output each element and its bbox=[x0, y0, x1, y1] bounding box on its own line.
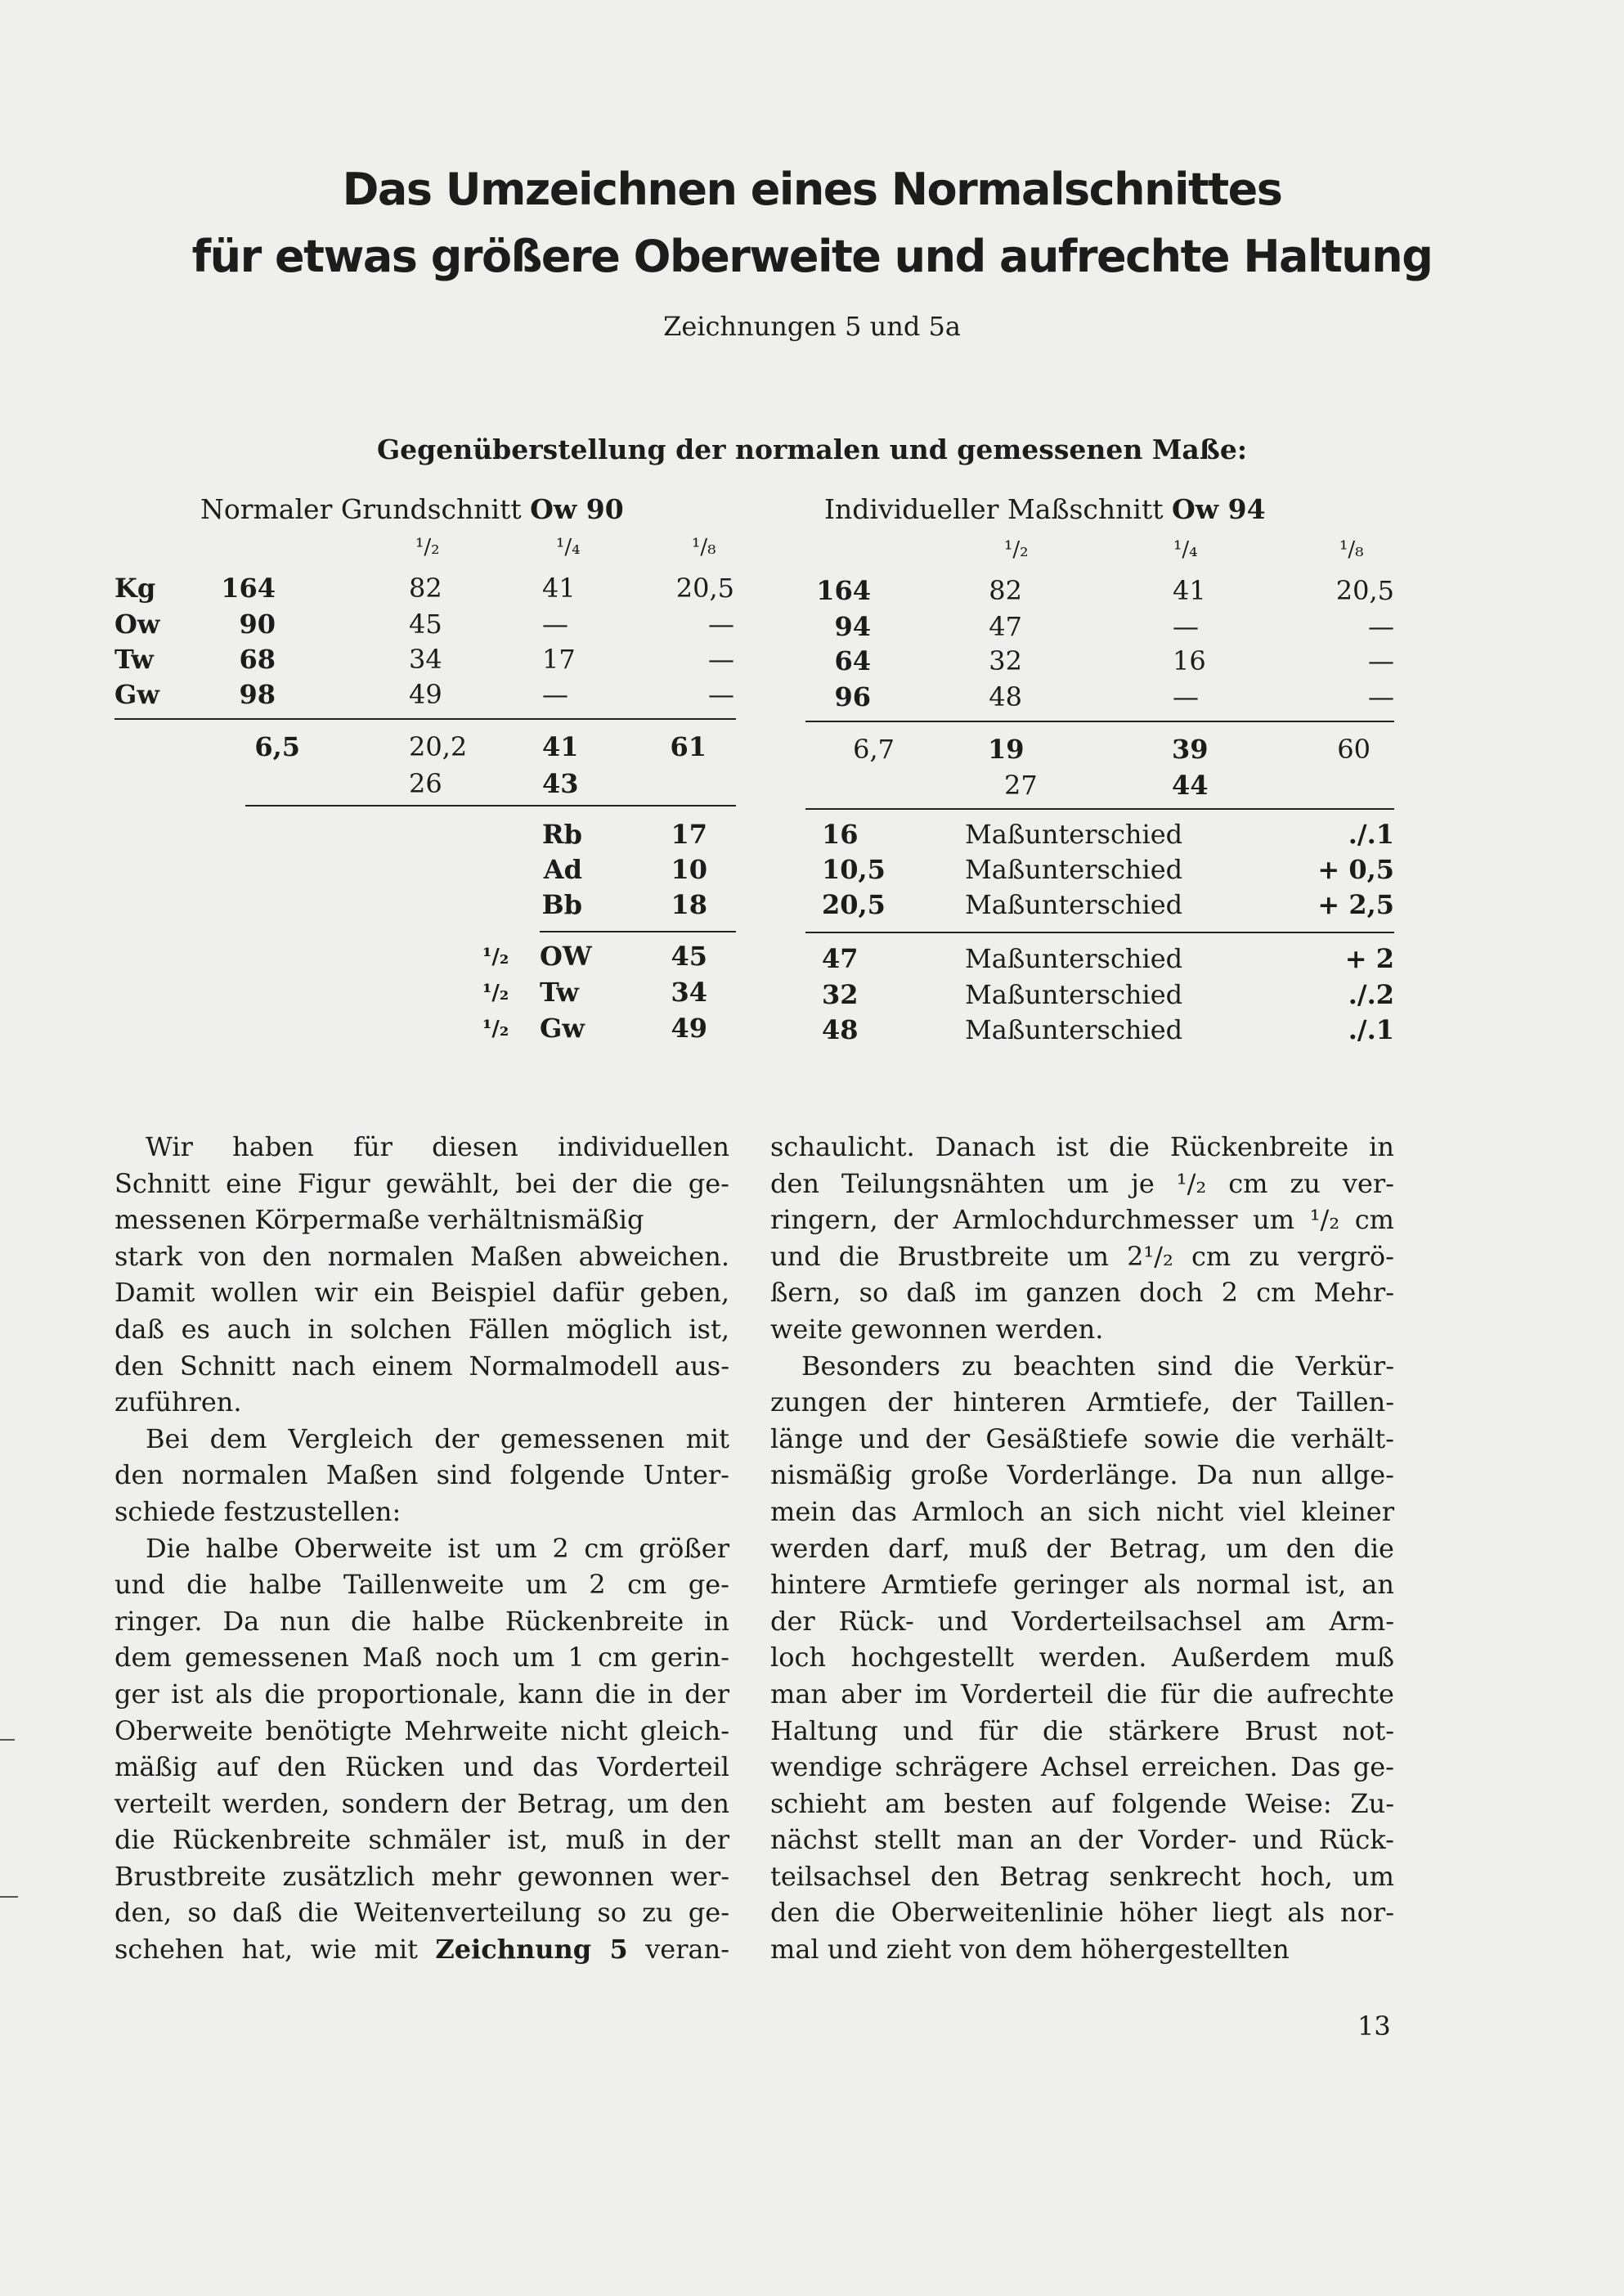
right-row-half: 32 bbox=[989, 645, 1022, 676]
page-number: 13 bbox=[1357, 2011, 1391, 2042]
left-row-label: Gw bbox=[114, 679, 159, 710]
body-line-left: den, so daß die Weitenverteilung so zu ge- bbox=[114, 1897, 729, 1929]
left-half-label: Tw bbox=[540, 977, 579, 1008]
left-calc-value: 6,5 bbox=[254, 731, 300, 762]
body-line-left bbox=[114, 1931, 729, 1968]
left-row-eighth: 20,5 bbox=[675, 573, 734, 604]
body-line-right: nismäßig große Vorderlänge. Da nun allge- bbox=[770, 1459, 1394, 1491]
left-row-quarter: 17 bbox=[542, 644, 576, 675]
right-calc-value: 6,7 bbox=[853, 734, 895, 765]
left-row-eighth: — bbox=[708, 609, 734, 640]
left-calc-value: 61 bbox=[670, 731, 707, 762]
left-half-value: 34 bbox=[671, 977, 707, 1008]
right-row-value: 96 bbox=[834, 681, 871, 712]
body-column-left bbox=[114, 1129, 729, 1968]
left-calc-value: 43 bbox=[542, 768, 579, 799]
left-fraction-header: ¹/₈ bbox=[692, 535, 716, 559]
body-line-left: den normalen Maßen sind folgende Unter- bbox=[114, 1459, 729, 1491]
body-line-left: ringer. Da nun die halbe Rückenbreite in bbox=[114, 1605, 729, 1637]
body-line-left: Die halbe Oberweite ist um 2 cm größer bbox=[146, 1532, 729, 1564]
left-row-value: 98 bbox=[239, 679, 276, 710]
edge-tick-mark bbox=[0, 1896, 18, 1898]
body-line-left: verteilt werden, sondern der Betrag, um den bbox=[114, 1787, 729, 1819]
left-half-value: 49 bbox=[671, 1013, 707, 1044]
right-diff-label: Maßunterschied bbox=[965, 854, 1183, 885]
left-row-quarter: — bbox=[542, 609, 568, 640]
left-row-half: 45 bbox=[409, 609, 442, 640]
right-diff-amount: + 2 bbox=[1344, 943, 1394, 974]
right-row-eighth: — bbox=[1368, 681, 1394, 712]
body-line-right: weite gewonnen werden. bbox=[770, 1313, 1104, 1345]
body-line-right: Besonders zu beachten sind die Verkür- bbox=[801, 1350, 1394, 1382]
right-calc-value: 60 bbox=[1337, 734, 1371, 765]
right-calc-value: 19 bbox=[988, 734, 1025, 765]
body-line-right: nächst stellt man an der Vorder- und Rück- bbox=[770, 1824, 1394, 1856]
body-line-right: und die Brustbreite um 2¹/₂ cm zu vergrö- bbox=[770, 1240, 1394, 1272]
body-line-left: schiede festzustellen: bbox=[114, 1495, 402, 1527]
left-table-heading bbox=[200, 493, 624, 525]
body-line-left: Bei dem Vergleich der gemessenen mit bbox=[146, 1422, 729, 1454]
right-row-value: 64 bbox=[834, 645, 871, 676]
right-diff-amount: ./.1 bbox=[1348, 819, 1394, 850]
left-half-label: Gw bbox=[540, 1013, 585, 1044]
left-lower-value: 17 bbox=[671, 819, 707, 850]
left-calc-value: 26 bbox=[409, 768, 442, 799]
left-lower-value: 10 bbox=[671, 854, 707, 885]
right-row-quarter: — bbox=[1173, 611, 1199, 642]
body-line-right: ringern, der Armlochdurchmesser um ¹/₂ cm bbox=[770, 1204, 1394, 1236]
body-line-left: daß es auch in solchen Fällen möglich ist, bbox=[114, 1313, 729, 1345]
right-row-half: 47 bbox=[989, 611, 1022, 642]
left-row-quarter: — bbox=[542, 679, 568, 710]
body-line-right: werden darf, muß der Betrag, um den die bbox=[770, 1532, 1394, 1564]
right-diff-amount: + 0,5 bbox=[1317, 854, 1394, 885]
left-half-label: OW bbox=[540, 941, 592, 972]
left-row-eighth: — bbox=[708, 679, 734, 710]
body-line-right: man aber im Vorderteil die für die aufrechte bbox=[770, 1678, 1394, 1710]
right-calc-value: 44 bbox=[1172, 770, 1209, 801]
left-lower-label: Bb bbox=[541, 889, 582, 920]
left-half-fraction: ¹/₂ bbox=[482, 981, 509, 1005]
right-row-quarter: 41 bbox=[1173, 575, 1206, 606]
body-line-right: Haltung und für die stärkere Brust not- bbox=[770, 1714, 1394, 1746]
right-diff-value: 48 bbox=[822, 1014, 859, 1045]
right-diff-value: 32 bbox=[822, 979, 859, 1010]
right-fraction-header: ¹/₈ bbox=[1339, 537, 1364, 562]
body-line-left: stark von den normalen Maßen abweichen. bbox=[114, 1240, 729, 1272]
body-text: veran- bbox=[627, 1934, 730, 1966]
figure-reference: Zeichnung 5 bbox=[435, 1934, 628, 1966]
left-row-label: Kg bbox=[114, 573, 156, 604]
body-line-right: schieht am besten auf folgende Weise: Zu- bbox=[770, 1787, 1394, 1819]
left-row-quarter: 41 bbox=[542, 573, 576, 604]
right-diff-amount: ./.2 bbox=[1348, 979, 1394, 1010]
right-table-rule-1 bbox=[805, 721, 1394, 722]
left-table-rule-1 bbox=[114, 718, 736, 720]
right-row-value: 94 bbox=[834, 611, 871, 642]
right-diff-label: Maßunterschied bbox=[965, 1014, 1183, 1045]
body-line-right: den Teilungsnähten um je ¹/₂ cm zu ver- bbox=[770, 1167, 1394, 1199]
left-row-eighth: — bbox=[708, 644, 734, 675]
right-fraction-header: ¹/₄ bbox=[1173, 537, 1198, 562]
left-row-label: Tw bbox=[114, 644, 154, 675]
right-table-rule-2 bbox=[805, 808, 1394, 810]
body-line-left: Schnitt eine Figur gewählt, bei der die ge- bbox=[114, 1167, 729, 1199]
body-line-right: schaulicht. Danach ist die Rückenbreite in bbox=[770, 1131, 1394, 1162]
right-row-half: 48 bbox=[989, 681, 1022, 712]
body-line-right: ßern, so daß im ganzen doch 2 cm Mehr- bbox=[770, 1277, 1394, 1309]
right-table-heading-size: Ow 94 bbox=[1171, 493, 1266, 525]
right-diff-value: 16 bbox=[822, 819, 859, 850]
body-line-right: zungen der hinteren Armtiefe, der Taillen- bbox=[770, 1386, 1394, 1418]
body-line-right: mein das Armloch an sich nicht viel kleiner bbox=[770, 1495, 1394, 1527]
table-heading: Gegenüberstellung der normalen und gemessenen Maße: bbox=[376, 434, 1248, 465]
body-line-right: den die Oberweitenlinie höher liegt als nor- bbox=[770, 1897, 1394, 1929]
left-half-value: 45 bbox=[671, 941, 707, 972]
left-table-heading-text: Normaler Grundschnitt bbox=[200, 493, 531, 525]
right-diff-label: Maßunterschied bbox=[965, 819, 1183, 850]
body-line-left: Wir haben für diesen individuellen bbox=[146, 1131, 729, 1162]
comparison-table bbox=[0, 0, 1624, 1063]
body-line-right: wendige schrägere Achsel erreichen. Das ge- bbox=[770, 1751, 1394, 1783]
body-line-left: ger ist als die proportionale, kann die in der bbox=[114, 1678, 729, 1710]
right-calc-value: 39 bbox=[1172, 734, 1209, 765]
body-line-left: dem gemessenen Maß noch um 1 cm gerin- bbox=[114, 1642, 729, 1674]
left-calc-value: 41 bbox=[542, 731, 579, 762]
page-title-line-2: für etwas größere Oberweite und aufrechte Haltung bbox=[191, 231, 1433, 282]
body-line-left: den Schnitt nach einem Normalmodell aus- bbox=[114, 1350, 729, 1382]
right-table-heading bbox=[824, 493, 1266, 525]
body-line-left: und die halbe Taillenweite um 2 cm ge- bbox=[114, 1569, 729, 1601]
right-table-rule-3 bbox=[805, 932, 1394, 933]
body-line-right: länge und der Gesäßtiefe sowie die verhält- bbox=[770, 1422, 1394, 1454]
right-row-quarter: — bbox=[1173, 681, 1199, 712]
right-diff-amount: + 2,5 bbox=[1317, 889, 1394, 920]
right-calc-value: 27 bbox=[1004, 770, 1038, 801]
left-table-rule-2 bbox=[245, 805, 736, 807]
left-row-value: 68 bbox=[239, 644, 276, 675]
right-table-heading-text: Individueller Maßschnitt bbox=[824, 493, 1172, 525]
right-diff-label: Maßunterschied bbox=[965, 979, 1183, 1010]
left-fraction-header: ¹/₄ bbox=[556, 535, 581, 559]
left-lower-label: Rb bbox=[542, 819, 582, 850]
right-diff-label: Maßunterschied bbox=[965, 889, 1183, 920]
body-text: schehen hat, wie mit bbox=[114, 1934, 436, 1966]
body-line-left: zuführen. bbox=[114, 1386, 242, 1418]
left-row-half: 49 bbox=[409, 679, 442, 710]
right-row-eighth: 20,5 bbox=[1335, 575, 1394, 606]
body-line-left: messenen Körpermaße verhältnismäßig bbox=[114, 1204, 644, 1236]
body-line-left: Damit wollen wir ein Beispiel dafür geben, bbox=[114, 1277, 729, 1309]
left-fraction-header: ¹/₂ bbox=[415, 535, 440, 559]
left-calc-value: 20,2 bbox=[409, 731, 468, 762]
body-line-left: Oberweite benötigte Mehrweite nicht gleich- bbox=[114, 1714, 729, 1746]
left-row-value: 90 bbox=[239, 609, 276, 640]
right-row-value: 164 bbox=[816, 575, 871, 606]
right-diff-value: 10,5 bbox=[822, 854, 886, 885]
edge-tick-mark bbox=[0, 1739, 15, 1741]
left-table-heading-size: Ow 90 bbox=[530, 493, 624, 525]
body-line-right: teilsachsel den Betrag senkrecht hoch, um bbox=[770, 1860, 1394, 1892]
left-lower-label: Ad bbox=[543, 854, 582, 885]
left-row-value: 164 bbox=[221, 573, 276, 604]
page-subtitle: Zeichnungen 5 und 5a bbox=[663, 311, 961, 342]
body-line-left: die Rückenbreite schmäler ist, muß in der bbox=[114, 1824, 729, 1856]
body-line-left: Brustbreite zusätzlich mehr gewonnen wer- bbox=[114, 1860, 729, 1892]
body-line-right: loch hochgestellt werden. Außerdem muß bbox=[770, 1642, 1394, 1674]
left-half-fraction: ¹/₂ bbox=[482, 1017, 509, 1041]
left-half-fraction: ¹/₂ bbox=[482, 945, 509, 969]
left-table-rule-3 bbox=[540, 931, 736, 932]
right-diff-amount: ./.1 bbox=[1348, 1014, 1394, 1045]
body-line-right: hintere Armtiefe geringer als normal ist, an bbox=[770, 1569, 1394, 1601]
right-diff-label: Maßunterschied bbox=[965, 943, 1183, 974]
right-row-quarter: 16 bbox=[1173, 645, 1206, 676]
page-title-line-1: Das Umzeichnen eines Normalschnittes bbox=[342, 164, 1282, 215]
right-diff-value: 20,5 bbox=[822, 889, 886, 920]
right-diff-value: 47 bbox=[822, 943, 859, 974]
left-row-label: Ow bbox=[114, 609, 160, 640]
body-line-right: der Rück- und Vorderteilsachsel am Arm- bbox=[770, 1605, 1394, 1637]
body-line-left: mäßig auf den Rücken und das Vorderteil bbox=[114, 1751, 729, 1783]
left-row-half: 82 bbox=[409, 573, 442, 604]
left-row-half: 34 bbox=[409, 644, 442, 675]
right-row-eighth: — bbox=[1368, 611, 1394, 642]
right-fraction-header: ¹/₂ bbox=[1004, 537, 1029, 562]
right-row-half: 82 bbox=[989, 575, 1022, 606]
body-column-right bbox=[770, 1129, 1394, 1968]
body-line-right: mal und zieht von dem höhergestellten bbox=[770, 1934, 1290, 1966]
right-row-eighth: — bbox=[1368, 645, 1394, 676]
left-lower-value: 18 bbox=[671, 889, 707, 920]
